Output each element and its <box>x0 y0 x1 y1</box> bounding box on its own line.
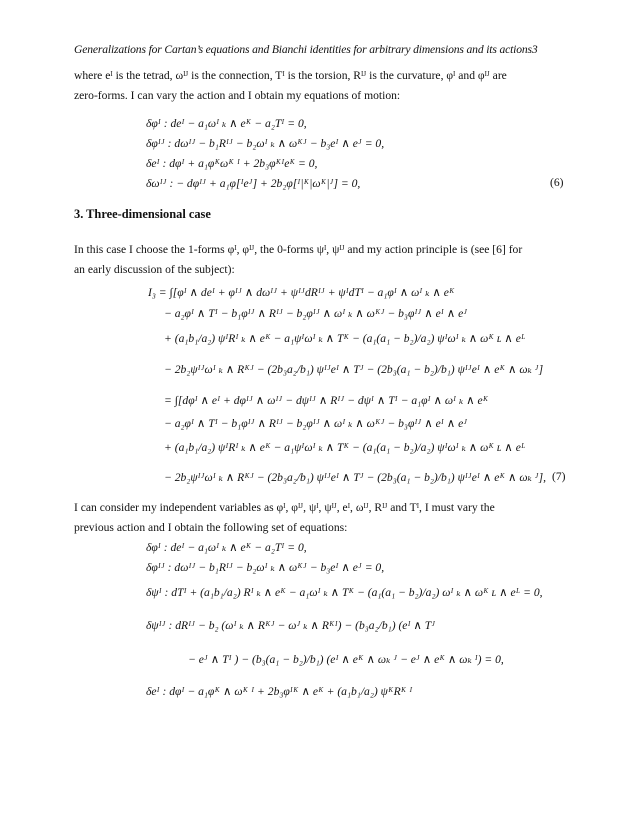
action-line-8: − 2b₂ψᴵᴶωᴵ ₖ ∧ Rᴷᴶ − (2b₃a₂/b₁) ψᴵᴶeᴵ ∧ Tᴶ − (2b₃(a₁ − b₂)/b₁) ψᴵᴶeᴵ ∧ eᴷ ∧ ωₖ ᴶ], <box>164 471 547 484</box>
final-eq-delta-phi-ij: δφᴵᴶ : dωᴵᴶ − b₁Rᴵᴶ − b₂ωᴵ ₖ ∧ ωᴷᴶ − b₃eᴵ ∧ eᴶ = 0, <box>146 561 385 574</box>
action-line-3: + (a₁b₁/a₂) ψᴵRᴵ ₖ ∧ eᴷ − a₁ψᴵωᴵ ₖ ∧ Tᴷ − (a₁(a₁ − b₂)/a₂) ψᴵωᴵ ₖ ∧ ωᴷ ʟ ∧ eᴸ <box>164 332 526 345</box>
section-intro-paragraph <box>74 240 576 280</box>
eom-delta-phi-i: δφᴵ : deᴵ − a₁ωᴵ ₖ ∧ eᴷ − a₂Tᴵ = 0, <box>146 117 307 130</box>
section-intro-line-1: In this case I choose the 1-forms φᴵ, φᴵᴶ, the 0-forms ψᴵ, ψᴵᴶ and my action principle is (see [6] for <box>74 243 523 256</box>
equation-number-6: (6) <box>550 176 564 189</box>
section-heading: 3. Three-dimensional case <box>74 207 211 221</box>
action-line-2: − a₂φᴵ ∧ Tᴵ − b₁φᴵᴶ ∧ Rᴵᴶ − b₂φᴵᴶ ∧ ωᴵ ₖ ∧ ωᴷᴶ − b₃φᴵᴶ ∧ eᴵ ∧ eᴶ <box>164 307 468 320</box>
final-eq-delta-psi-ij-line-1: δψᴵᴶ : dRᴵᴶ − b₂ (ωᴵ ₖ ∧ Rᴷᴶ − ωᴶ ₖ ∧ Rᴷᴵ) − (b₃a₂/b₁) (eᴵ ∧ Tᴶ <box>146 619 436 632</box>
intro-paragraph <box>74 66 576 106</box>
action-line-4: − 2b₂ψᴵᴶωᴵ ₖ ∧ Rᴷᴶ − (2b₃a₂/b₁) ψᴵᴶeᴵ ∧ Tᴶ − (2b₃(a₁ − b₂)/b₁) ψᴵᴶeᴵ ∧ eᴷ ∧ ωₖ ᴶ] <box>164 363 544 376</box>
action-line-6: − a₂φᴵ ∧ Tᴵ − b₁φᴵᴶ ∧ Rᴵᴶ − b₂φᴵᴶ ∧ ωᴵ ₖ ∧ ωᴷᴶ − b₃φᴵᴶ ∧ eᴵ ∧ eᴶ <box>164 417 468 430</box>
final-eq-delta-psi-i: δψᴵ : dTᴵ + (a₁b₁/a₂) Rᴵ ₖ ∧ eᴷ − a₁ωᴵ ₖ ∧ Tᴷ − (a₁(a₁ − b₂)/a₂) ωᴵ ₖ ∧ ωᴷ ʟ ∧ eᴸ = 0, <box>146 586 543 599</box>
running-head: Generalizations for Cartan’s equations and Bianchi identities for arbitrary dimensions and its actions3 <box>74 43 538 56</box>
action-line-1: I₃ = ∫[φᴵ ∧ deᴵ + φᴵᴶ ∧ dωᴵᴶ + ψᴵᴶdRᴵᴶ + ψᴵdTᴵ − a₁φᴵ ∧ ωᴵ ₖ ∧ eᴷ <box>148 286 455 299</box>
variables-line-1: I can consider my independent variables as φᴵ, φᴵᴶ, ψᴵ, ψᴵᴶ, eᴵ, ωᴵᴶ, Rᴵᴶ and Tᴵ, I must vary the <box>74 501 495 514</box>
final-eq-delta-e-i: δeᴵ : dφᴵ − a₁φᴷ ∧ ωᴷ ᴵ + 2b₃φᴵᴷ ∧ eᴷ + (a₁b₁/a₂) ψᴷRᴷ ᴵ <box>146 685 413 698</box>
eom-delta-e-i: δeᴵ : dφᴵ + a₁φᴷωᴷ ᴵ + 2b₃φᴷᴵeᴷ = 0, <box>146 157 318 170</box>
eom-delta-omega-ij: δωᴵᴶ : − dφᴵᴶ + a₁φ[ᴵeᴶ] + 2b₂φ[ᴵ|ᴷ|ωᴷ|ᴶ] = 0, <box>146 177 361 190</box>
intro-line-2: zero-forms. I can vary the action and I obtain my equations of motion: <box>74 89 401 102</box>
variables-paragraph <box>74 498 576 538</box>
section-intro-line-2: an early discussion of the subject): <box>74 263 235 276</box>
equation-number-7: (7) <box>552 470 566 483</box>
eom-delta-phi-ij: δφᴵᴶ : dωᴵᴶ − b₁Rᴵᴶ − b₂ωᴵ ₖ ∧ ωᴷᴶ − b₃eᴵ ∧ eᴶ = 0, <box>146 137 385 150</box>
final-eq-delta-psi-ij-line-2: − eᴶ ∧ Tᴵ ) − (b₃(a₁ − b₂)/b₁) (eᴵ ∧ eᴷ ∧ ωₖ ᴶ − eᴶ ∧ eᴷ ∧ ωₖ ᴵ) = 0, <box>188 653 504 666</box>
intro-line-1: where eᴵ is the tetrad, ωᴵᴶ is the connection, Tᴵ is the torsion, Rᴵᴶ is the curvature, φᴵ and φᴵᴶ are <box>74 69 507 82</box>
action-line-5: = ∫[dφᴵ ∧ eᴵ + dφᴵᴶ ∧ ωᴵᴶ − dψᴵᴶ ∧ Rᴵᴶ − dψᴵ ∧ Tᴵ − a₁φᴵ ∧ ωᴵ ₖ ∧ eᴷ <box>164 394 489 407</box>
final-eq-delta-phi-i: δφᴵ : deᴵ − a₁ωᴵ ₖ ∧ eᴷ − a₂Tᴵ = 0, <box>146 541 307 554</box>
action-line-7: + (a₁b₁/a₂) ψᴵRᴵ ₖ ∧ eᴷ − a₁ψᴵωᴵ ₖ ∧ Tᴷ − (a₁(a₁ − b₂)/a₂) ψᴵωᴵ ₖ ∧ ωᴷ ʟ ∧ eᴸ <box>164 441 526 454</box>
variables-line-2: previous action and I obtain the following set of equations: <box>74 521 348 534</box>
